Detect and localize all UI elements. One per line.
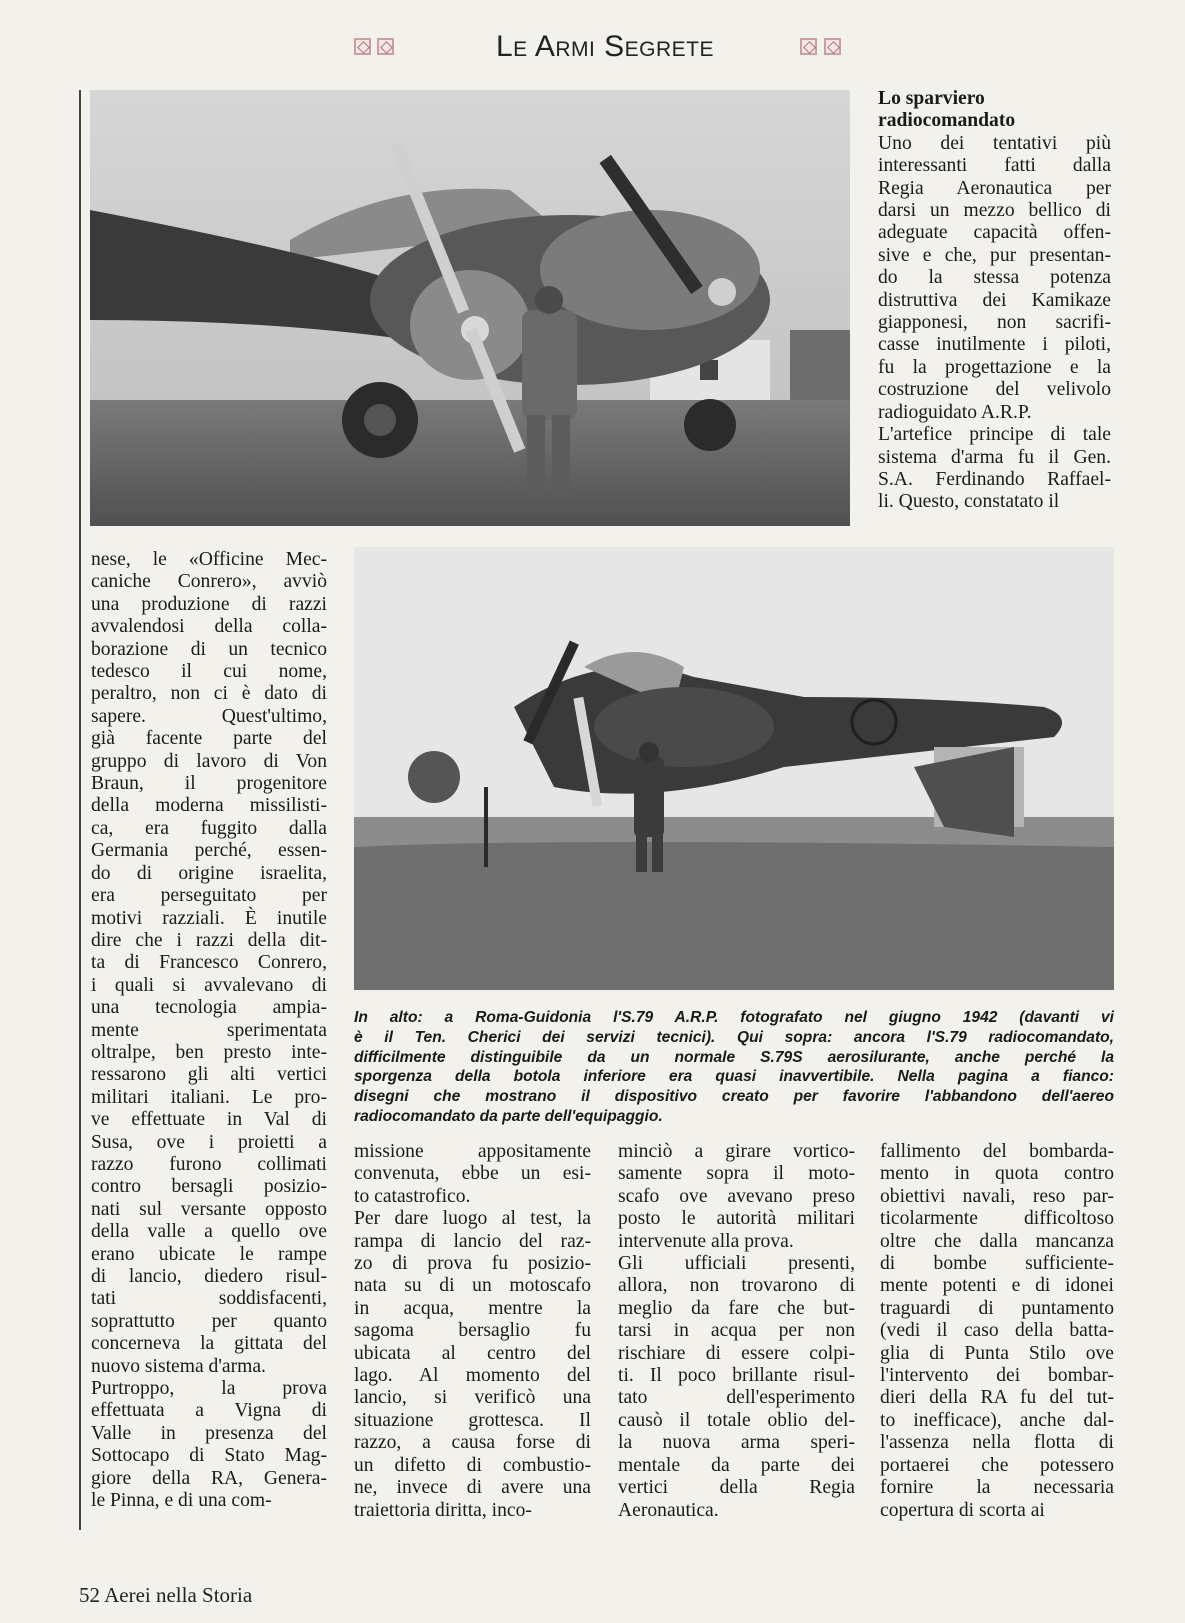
text-line: rampa di lancio del raz-	[354, 1230, 591, 1252]
page-header	[0, 26, 1185, 76]
text-line: effettuata a Vigna di	[91, 1400, 327, 1422]
text-line: sive e che, pur presentan-	[878, 244, 1111, 266]
text-line: distruttiva dei Kamikaze	[878, 289, 1111, 311]
text-line: tedesco il cui nome,	[91, 661, 327, 683]
text-line: mentale da parte dei	[618, 1454, 855, 1476]
text-line: contro bersagli posizio-	[91, 1176, 327, 1198]
text-line: mente sperimentata	[91, 1019, 327, 1041]
text-line: darsi un mezzo bellico di	[878, 200, 1111, 222]
text-line: casse inutilmente i piloti,	[878, 334, 1111, 356]
text-line: (vedi il caso della batta-	[880, 1320, 1114, 1342]
text-line: era perseguitato per	[91, 885, 327, 907]
text-line: allora, non trovarono di	[618, 1275, 855, 1297]
text-line: Valle in presenza del	[91, 1422, 327, 1444]
text-line: Gli ufficiali presenti,	[618, 1253, 855, 1275]
text-line: nese, le «Officine Mec-	[91, 549, 327, 570]
text-line: una tecnologia ampia-	[91, 997, 327, 1019]
text-line: mento in quota contro	[880, 1163, 1114, 1185]
text-line: Per dare luogo al test, la	[354, 1208, 591, 1230]
text-line: Aeronautica.	[618, 1499, 719, 1521]
caption-line: è il Ten. Cherici dei servizi tecnici). Qui sopra: ancora l'S.79 radiocomandato,	[354, 1028, 1114, 1046]
article-column-2	[354, 1141, 591, 1522]
caption-line: sporgenza della botola inferiore era quasi inavvertibile. Nella pagina a fianco:	[354, 1068, 1114, 1086]
text-line: le Pinna, e di una com-	[91, 1490, 272, 1512]
text-line: militari italiani. Le pro-	[91, 1086, 327, 1108]
text-line: situazione grottesca. Il	[354, 1409, 591, 1431]
text-line: gruppo di lavoro di Von	[91, 750, 327, 772]
text-line: di bombe sufficiente-	[880, 1253, 1114, 1275]
text-line: do di origine israelita,	[91, 862, 327, 884]
ornament-icon	[354, 38, 371, 55]
ornament-icon	[824, 38, 841, 55]
text-line: razzo furono collimati	[91, 1153, 327, 1175]
photo-bottom-aircraft	[354, 547, 1114, 990]
article-column-4	[880, 1141, 1114, 1522]
text-line: di lancio, diedero risul-	[91, 1266, 327, 1287]
text-line: mente potenti e di idonei	[880, 1275, 1114, 1297]
text-line: interessanti fatti dalla	[878, 155, 1111, 177]
text-line: rischiare di essere colpi-	[618, 1342, 855, 1364]
text-line: erano ubicate le rampe	[91, 1243, 327, 1265]
text-line: l'assenza nella flotta di	[880, 1432, 1114, 1454]
text-line: S.A. Ferdinando Raffael-	[878, 468, 1111, 490]
article-column-1	[91, 549, 327, 1512]
text-line: scafo ove avevano preso	[618, 1185, 855, 1207]
text-line: ticolarmente difficoltoso	[880, 1208, 1114, 1230]
text-line: obiettivi navali, reso par-	[880, 1185, 1114, 1207]
text-line: to inefficace), anche dal-	[880, 1409, 1114, 1431]
ornament-icon	[377, 38, 394, 55]
text-line: della moderna missilisti-	[91, 795, 327, 817]
text-line: ressarono gli alti vertici	[91, 1064, 327, 1086]
text-line: i quali si avvalevano di	[91, 974, 327, 996]
text-line: Braun, il progenitore	[91, 773, 327, 795]
text-line: Uno dei tentativi più	[878, 132, 1111, 154]
text-line: Germania perché, essen-	[91, 840, 327, 862]
ornament-icon	[800, 38, 817, 55]
caption-line: radiocomandato da parte dell'equipaggio.	[354, 1107, 663, 1125]
text-line: Sottocapo di Stato Mag-	[91, 1445, 327, 1467]
text-line: lancio, si verificò una	[354, 1387, 591, 1409]
text-line: l'intervento dei bombar-	[880, 1365, 1114, 1387]
text-line: ubicata al centro del	[354, 1342, 591, 1364]
text-line: nuovo sistema d'arma.	[91, 1355, 266, 1377]
page-footer: 52 Aerei nella Storia	[79, 1583, 253, 1607]
text-line: fornire la necessaria	[880, 1477, 1114, 1499]
text-line: radioguidato A.R.P.	[878, 401, 1032, 423]
text-line: dieri della RA fu del tut-	[880, 1387, 1114, 1409]
text-line: samente sopra il moto-	[618, 1163, 855, 1185]
text-line: oltralpe, ben presto inte-	[91, 1041, 327, 1063]
text-line: ta di Francesco Conrero,	[91, 952, 327, 974]
text-line: fu la progettazione e la	[878, 356, 1111, 378]
text-line: missione appositamente	[354, 1141, 591, 1162]
text-line: vertici della Regia	[618, 1477, 855, 1499]
text-line: tato dell'esperimento	[618, 1387, 855, 1409]
text-line: glia di Punta Stilo ove	[880, 1342, 1114, 1364]
text-line: fallimento del bombarda-	[880, 1141, 1114, 1162]
text-line: traguardi di puntamento	[880, 1297, 1114, 1319]
text-line: to catastrofico.	[354, 1185, 471, 1207]
text-line: causò il totale oblio del-	[618, 1409, 855, 1431]
text-line: ve effettuate in Val di	[91, 1109, 327, 1131]
text-line: costruzione del velivolo	[878, 379, 1111, 401]
text-line: soprattutto per quanto	[91, 1310, 327, 1332]
section-heading: radiocomandato	[878, 110, 1016, 132]
text-line: un difetto di combustio-	[354, 1454, 591, 1476]
text-line: nata su di un motoscafo	[354, 1275, 591, 1297]
text-line: peraltro, non ci è dato di	[91, 683, 327, 705]
text-line: li. Questo, constatato il	[878, 491, 1060, 513]
text-line: Susa, ove i proietti a	[91, 1131, 327, 1153]
text-line: traiettoria diritta, inco-	[354, 1499, 532, 1521]
caption-line: In alto: a Roma-Guidonia l'S.79 A.R.P. fotografato nel giugno 1942 (davanti vi	[354, 1009, 1114, 1026]
text-line: in acqua, mentre la	[354, 1297, 591, 1319]
caption-line: disegni che mostrano il dispositivo creato per favorire l'abbandono dell'aereo	[354, 1088, 1114, 1106]
text-line: motivi razziali. È inutile	[91, 907, 327, 929]
text-line: tati soddisfacenti,	[91, 1288, 327, 1310]
caption-line: difficilmente distinguibile da un normale S.79S aerosilurante, anche perché la	[354, 1048, 1114, 1066]
text-line: Purtroppo, la prova	[91, 1378, 327, 1400]
text-line: caniche Conrero», avviò	[91, 571, 327, 593]
photo-caption	[354, 1008, 1114, 1127]
text-line: sagoma bersaglio fu	[354, 1320, 591, 1342]
text-line: posto le autorità militari	[618, 1208, 855, 1230]
text-line: ca, era fuggito dalla	[91, 817, 327, 839]
text-line: meglio da fare che but-	[618, 1297, 855, 1319]
text-line: copertura di scorta ai	[880, 1499, 1045, 1521]
text-line: oltre che dalla mancanza	[880, 1230, 1114, 1252]
text-line: sistema d'arma fu il Gen.	[878, 446, 1111, 468]
text-line: minciò a girare vortico-	[618, 1141, 855, 1162]
text-line: sapere. Quest'ultimo,	[91, 705, 327, 727]
photo-top-aircraft	[90, 90, 850, 526]
running-title: Le Armi Segrete	[495, 30, 715, 63]
text-line: avvalendosi della colla-	[91, 616, 327, 638]
text-line: dire che i razzi della dit-	[91, 929, 327, 951]
text-line: lago. Al momento del	[354, 1365, 591, 1387]
text-line: una produzione di razzi	[91, 593, 327, 615]
article-column-3	[618, 1141, 855, 1522]
text-line: ti. Il poco brillante risul-	[618, 1365, 855, 1387]
section-heading: Lo sparviero	[878, 88, 985, 109]
text-line: della valle a quello ove	[91, 1221, 327, 1243]
text-line: concerneva la gittata del	[91, 1333, 327, 1355]
text-line: già facente parte del	[91, 728, 327, 750]
text-line: do la stessa potenza	[878, 267, 1111, 289]
text-line: borazione di un tecnico	[91, 638, 327, 660]
text-line: giapponesi, non sacrifi-	[878, 312, 1111, 334]
text-line: portaerei che potessero	[880, 1454, 1114, 1476]
text-line: tarsi in acqua per non	[618, 1320, 855, 1342]
column-rule	[79, 90, 81, 1530]
article-column-intro	[878, 88, 1111, 514]
text-line: L'artefice principe di tale	[878, 424, 1111, 446]
text-line: zo di prova fu posizio-	[354, 1253, 591, 1275]
text-line: nati sul versante opposto	[91, 1198, 327, 1220]
text-line: Regia Aeronautica per	[878, 177, 1111, 199]
text-line: giore della RA, Genera-	[91, 1467, 327, 1489]
text-line: convenuta, ebbe un esi-	[354, 1163, 591, 1185]
text-line: razzo, a causa forse di	[354, 1432, 591, 1454]
text-line: adeguate capacità offen-	[878, 222, 1111, 244]
text-line: ne, invece di avere una	[354, 1477, 591, 1499]
text-line: la nuova arma speri-	[618, 1432, 855, 1454]
text-line: intervenute alla prova.	[618, 1230, 794, 1252]
